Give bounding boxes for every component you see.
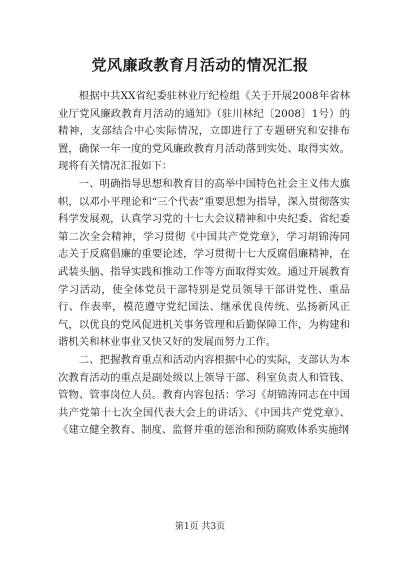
document-title: 党风廉政教育月活动的情况汇报	[91, 56, 309, 74]
page-footer: 第1页 共3页	[174, 522, 226, 532]
paragraph-intro: 根据中共XX省纪委驻林业厅纪检组《关于开展2008年省林业厅党风廉政教育月活动的通知》（驻川林纪〔2008〕1号）的精神，支部结合中心实际情况，立即进行了专题研究和安排布置，确保一年一度的党风廉政教育月活动落到实处、取得实效。现将有关情况汇报如下：	[58, 90, 350, 173]
paragraph-section-one: 一、明确指导思想和教育目的高举中国特色社会主义伟大旗帜，以邓小平理论和“三个代表”重要思想为指导，深入贯彻落实科学发展观，认真学习党的十七大会议精神和中央纪委、省纪委第二次全会精神，学习贯彻《中国共产党党章》，学习胡锦涛同志关于反腐倡廉的重要论述，学习贯彻十七大反腐倡廉精神，在武装头脑、指导实践和推动工作等方面取得实效。通过开展教育学习活动，使全体党员干部特别是党员领导干部讲党性、重品行、作表率，模范遵守党纪国法、继承优良传统、弘扬新风正气，以优良的党风促进机关事务管理和后勤保障工作，为构建和谐机关和林业事业又快又好的发展而努力工作。	[58, 177, 350, 349]
paragraph-section-two: 二、把握教育重点和活动内容根据中心的实际，支部认为本次教育活动的重点是副处级以上领导干部、科室负责人和管钱、管物、管事岗位人员。教育内容包括：学习《胡锦涛同志在中国共产党第十七次全国代表大会上的讲话》、《中国共产党党章》、《建立健全教育、制度、监督并重的惩治和预防腐败体系实施纲	[58, 353, 350, 437]
document-body	[58, 88, 350, 440]
